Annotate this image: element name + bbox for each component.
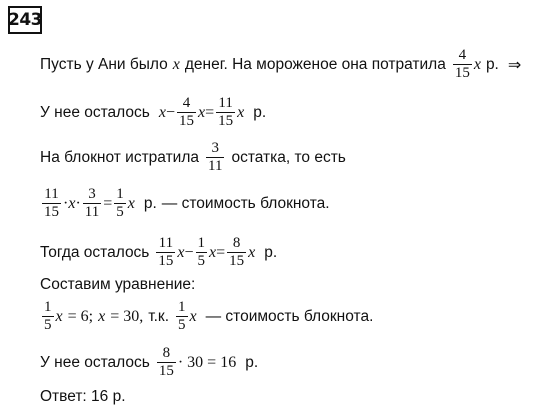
numerator: 1: [197, 235, 206, 251]
unit: р.: [143, 194, 157, 212]
fraction: [83, 187, 101, 220]
denominator: 15: [454, 65, 470, 81]
fraction: [196, 236, 208, 269]
text: На блокнот истратила: [40, 148, 199, 166]
equals-sign: =: [216, 243, 226, 261]
solution-line-5: [40, 236, 277, 269]
solution-line-4: [40, 187, 330, 220]
fraction: [227, 236, 246, 269]
solution-line-3: [40, 141, 346, 174]
solution-line-2: [40, 96, 266, 129]
text: У нее осталось: [40, 103, 150, 121]
equation-part: = 30,: [110, 307, 144, 325]
solution-line-7: [40, 300, 373, 333]
variable: x: [55, 307, 63, 325]
unit: р.: [264, 243, 278, 261]
variable: x: [98, 307, 106, 325]
text: Пусть у Ани было: [40, 55, 168, 73]
fraction: [216, 96, 235, 129]
solution-line-9: [40, 388, 126, 406]
numerator: 4: [182, 95, 191, 111]
unit: р.: [485, 55, 499, 73]
text: — стоимость блокнота.: [205, 307, 374, 325]
equals-sign: =: [103, 194, 113, 212]
denominator: 15: [44, 204, 59, 220]
denominator: 15: [218, 113, 234, 129]
variable: x: [127, 194, 135, 212]
multiply-dot: ·: [75, 194, 81, 212]
solution-line-1: [40, 48, 521, 81]
text: Тогда осталось: [40, 243, 150, 261]
numerator: 1: [116, 186, 124, 202]
text: т.к.: [148, 307, 169, 325]
denominator: 15: [158, 253, 174, 269]
text: денег. На мороженое она потратила: [184, 55, 446, 73]
variable: x: [248, 243, 256, 261]
variable: x: [209, 243, 217, 261]
variable: x: [177, 243, 185, 261]
variable: x: [473, 55, 481, 73]
fraction: [157, 346, 176, 379]
multiply-dot: ·: [63, 194, 69, 212]
equals-sign: =: [205, 103, 215, 121]
denominator: 5: [178, 317, 186, 333]
denominator: 11: [84, 204, 100, 220]
text: остатка, то есть: [231, 148, 346, 166]
implies-arrow: ⇒: [507, 56, 522, 74]
denominator: 5: [197, 253, 206, 269]
fraction: [176, 300, 188, 333]
variable: x: [237, 103, 245, 121]
equation-part: · 30 = 16: [177, 353, 237, 371]
text: — стоимость блокнота.: [161, 194, 330, 212]
numerator: 1: [178, 299, 186, 315]
numerator: 3: [211, 140, 219, 156]
denominator: 15: [158, 363, 174, 379]
minus-sign: −: [184, 243, 194, 261]
numerator: 11: [44, 186, 59, 202]
denominator: 5: [116, 204, 124, 220]
fraction: [114, 187, 126, 220]
unit: р.: [245, 353, 259, 371]
numerator: 8: [162, 345, 171, 361]
variable: x: [189, 307, 197, 325]
numerator: 3: [88, 186, 96, 202]
numerator: 11: [158, 235, 174, 251]
numerator: 8: [232, 235, 241, 251]
minus-sign: −: [165, 103, 175, 121]
solution-line-6: [40, 276, 195, 294]
variable: x: [68, 194, 76, 212]
numerator: 4: [458, 47, 467, 63]
denominator: 11: [208, 158, 223, 174]
unit: р.: [253, 103, 267, 121]
fraction: [206, 141, 224, 174]
text: Составим уравнение:: [40, 276, 196, 293]
denominator: 15: [229, 253, 245, 269]
answer-text: Ответ: 16 р.: [40, 388, 126, 405]
variable: x: [172, 55, 180, 73]
equation-part: = 6;: [67, 307, 94, 325]
fraction: [42, 300, 54, 333]
numerator: 11: [218, 95, 233, 111]
denominator: 5: [44, 317, 52, 333]
variable: x: [158, 103, 166, 121]
fraction: [156, 236, 175, 269]
fraction: [177, 96, 196, 129]
fraction: [453, 48, 472, 81]
denominator: 15: [178, 113, 194, 129]
numerator: 1: [44, 299, 52, 315]
fraction: [42, 187, 61, 220]
text: У нее осталось: [40, 353, 150, 371]
solution-line-8: [40, 346, 258, 379]
problem-number: 243: [8, 6, 42, 34]
variable: x: [197, 103, 206, 121]
